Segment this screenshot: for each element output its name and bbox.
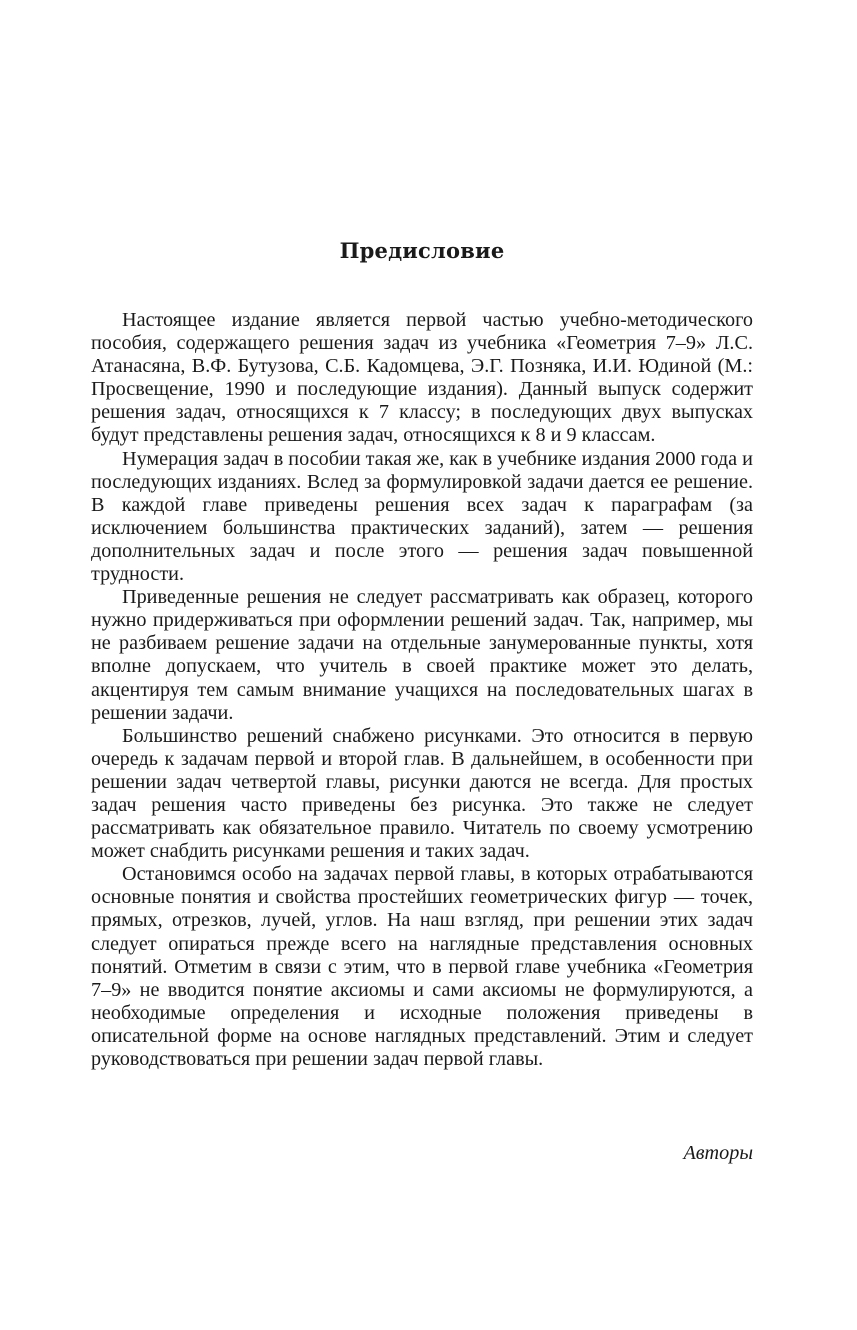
page-title: Предисловие xyxy=(339,238,505,263)
paragraph: Большинство решений снабжено рисунками. Это относится в первую очередь к задачам первой и второй глав. В дальнейшем, в особенности при решении задач четвертой главы, рисунки даются не всегда. Для простых задач решения часто приведены без рисунка. Это также не следует рассматривать как обязательное правило. Читатель по своему усмотрению может снабдить рисунками решения и таких задач. xyxy=(91,724,753,863)
signature: Авторы xyxy=(683,1142,753,1164)
page xyxy=(91,0,753,1330)
preface-body xyxy=(91,309,753,1071)
paragraph: Приведенные решения не следует рассматривать как образец, которого нужно придерживаться при оформлении решений задач. Так, например, мы не разбиваем решение задачи на отдельные занумерованные пункты, хотя вполне допускаем, что учитель в своей практике может это делать, акцентируя тем самым внимание учащихся на последовательных шагах в решении задачи. xyxy=(91,586,753,724)
paragraph: Остановимся особо на задачах первой главы, в которых отрабатываются основные понятия и свойства простейших геометрических фигур — точек, прямых, отрезков, лучей, углов. На наш взгляд, при решении этих задач следует опираться прежде всего на наглядные представления основных понятий. Отметим в связи с этим, что в первой главе учебника «Геометрия 7–9» не вводится понятие аксиомы и сами аксиомы не формулируются, а необходимые определения и исходные положения приведены в описательной форме на основе наглядных представлений. Этим и следует руководствоваться при решении задач первой главы. xyxy=(91,863,753,1070)
paragraph: Нумерация задач в пособии такая же, как в учебнике издания 2000 года и последующих изданиях. Вслед за формулировкой задачи дается ее решение. В каждой главе приведены решения всех задач к параграфам (за исключением большинства практических заданий), затем — решения дополнительных задач и после этого — решения задач повышенной трудности. xyxy=(91,447,753,586)
paragraph: Настоящее издание является первой частью учебно-методического пособия, содержащего решения задач из учебника «Геометрия 7–9» Л.С. Атанасяна, В.Ф. Бутузова, С.Б. Кадомцева, Э.Г. Позняка, И.И. Юдиной (М.: Просвещение, 1990 и последующие издания). Данный выпуск содержит решения задач, относящихся к 7 классу; в последующих двух выпусках будут представлены решения задач, относящихся к 8 и 9 классам. xyxy=(91,309,753,447)
